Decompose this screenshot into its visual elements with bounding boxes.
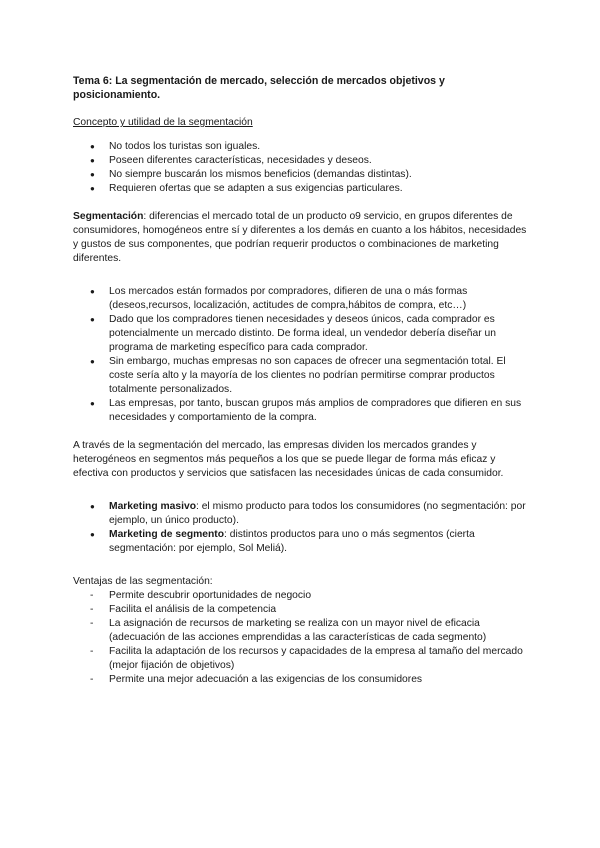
marketing-text: : distintos productos para uno o más segmentos (cierta segmentación: por ejemplo, Sol Meliá).	[109, 529, 475, 554]
through-paragraph: A través de la segmentación del mercado, las empresas dividen los mercados grandes y heterogéneos en segmentos más pequeños a los que se puede llegar de forma más eficaz y efectiva con productos y servicios que satisfacen las necesidades únicas de cada consumidor.	[73, 440, 504, 479]
list-item: - Facilita la adaptación de los recursos y capacidades de la empresa al tamaño del mercado (mejor fijación de objetivos)	[109, 645, 533, 673]
list-item	[109, 528, 533, 556]
list-item: - Permite descubrir oportunidades de negocio	[109, 589, 533, 603]
list-item: - Permite una mejor adecuación a las exigencias de los consumidores	[109, 673, 533, 687]
list-item: ● Dado que los compradores tienen necesidades y deseos únicos, cada comprador es potencialmente un mercado distinto. De forma ideal, un vendedor debería diseñar un programa de marketing específico para cada comprador.	[109, 313, 533, 355]
list-item: ● Sin embargo, muchas empresas no son capaces de ofrecer una segmentación total. El coste sería alto y la mayoría de los clientes no podrían permitirse comprar productos totalmente personalizados.	[109, 355, 533, 397]
list-item: ● No siempre buscarán los mismos beneficios (demandas distintas).	[109, 168, 533, 182]
market-list	[73, 285, 533, 425]
marketing-list	[73, 500, 533, 556]
document-title: Tema 6: La segmentación de mercado, selección de mercados objetivos y posicionamiento.	[73, 75, 445, 101]
advantages-heading: Ventajas de las segmentación:	[73, 576, 213, 587]
list-item: ● Las empresas, por tanto, buscan grupos más amplios de compradores que difieren en sus necesidades y comportamiento de la compra.	[109, 397, 533, 425]
marketing-term: Marketing masivo	[109, 501, 196, 512]
advantages-list	[73, 589, 533, 687]
marketing-term: Marketing de segmento	[109, 529, 225, 540]
list-item: ● Los mercados están formados por compradores, difieren de una o más formas (deseos,recursos, localización, actitudes de compra,hábitos de compra, etc…)	[109, 285, 533, 313]
list-item: ● Poseen diferentes características, necesidades y deseos.	[109, 154, 533, 168]
marketing-text: : el mismo producto para todos los consumidores (no segmentación: por ejemplo, un único producto).	[109, 501, 526, 526]
list-item: - La asignación de recursos de marketing se realiza con un mayor nivel de eficacia (adecuación de las acciones emprendidas a las características de cada segmento)	[109, 617, 533, 645]
segmentation-term: Segmentación	[73, 211, 144, 222]
segmentation-text: : diferencias el mercado total de un producto o9 servicio, en grupos diferentes de consumidores, homogéneos entre sí y diferentes a los demás en cuanto a los hábitos, necesidades y gustos de sus componentes, que podrían requerir productos o combinaciones de marketing diferentes.	[73, 211, 527, 264]
list-item	[109, 500, 533, 528]
concept-list	[73, 140, 533, 196]
segmentation-definition	[73, 210, 533, 266]
document-page	[73, 74, 533, 687]
list-item: - Facilita el análisis de la competencia	[109, 603, 533, 617]
list-item: ● No todos los turistas son iguales.	[109, 140, 533, 154]
list-item: ● Requieren ofertas que se adapten a sus exigencias particulares.	[109, 182, 533, 196]
concept-heading: Concepto y utilidad de la segmentación	[73, 117, 253, 128]
